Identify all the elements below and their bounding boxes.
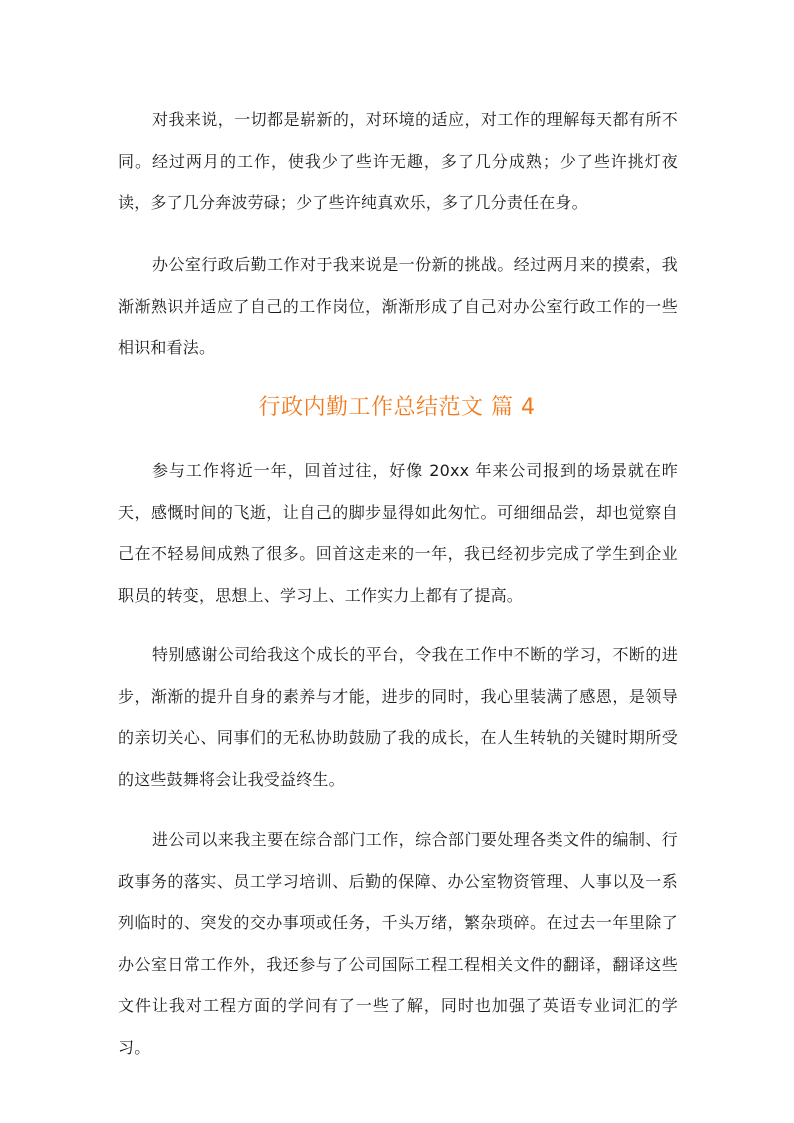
paragraph-2: 办公室行政后勤工作对于我来说是一份新的挑战。经过两月来的摸索，我渐渐熟识并适应了自己的工作岗位，渐渐形成了自己对办公室行政工作的一些相识和看法。 <box>118 255 678 357</box>
paragraph-4: 特别感谢公司给我这个成长的平台，令我在工作中不断的学习，不断的进步，渐渐的提升自身的素养与才能，进步的同时，我心里装满了感恩，是领导的亲切关心、同事们的无私协助鼓励了我的成长，在人生转轨的关键时期所受的这些鼓舞将会让我受益终生。 <box>118 645 678 789</box>
section-title: 行政内勤工作总结范文 篇 4 <box>258 395 536 420</box>
paragraph-3: 参与工作将近一年，回首过往，好像 20xx 年来公司报到的场景就在昨天，感慨时间的飞逝，让自己的脚步显得如此匆忙。可细细品尝，却也觉察自己在不轻易间成熟了很多。回首这走来的一年，我已经初步完成了学生到企业职员的转变，思想上、学习上、工作实力上都有了提高。 <box>118 461 678 605</box>
paragraph-1: 对我来说，一切都是崭新的，对环境的适应，对工作的理解每天都有所不同。经过两月的工作，使我少了些许无趣，多了几分成熟；少了些许挑灯夜读，多了几分奔波劳碌；少了些许纯真欢乐，多了几分责任在身。 <box>118 110 678 212</box>
paragraph-5: 进公司以来我主要在综合部门工作，综合部门要处理各类文件的编制、行政事务的落实、员工学习培训、后勤的保障、办公室物资管理、人事以及一系列临时的、突发的交办事项或任务，千头万绪，繁杂琐碎。在过去一年里除了办公室日常工作外，我还参与了公司国际工程工程相关文件的翻译，翻译这些文件让我对工程方面的学问有了一些了解，同时也加强了英语专业词汇的学习。 <box>118 830 678 1057</box>
